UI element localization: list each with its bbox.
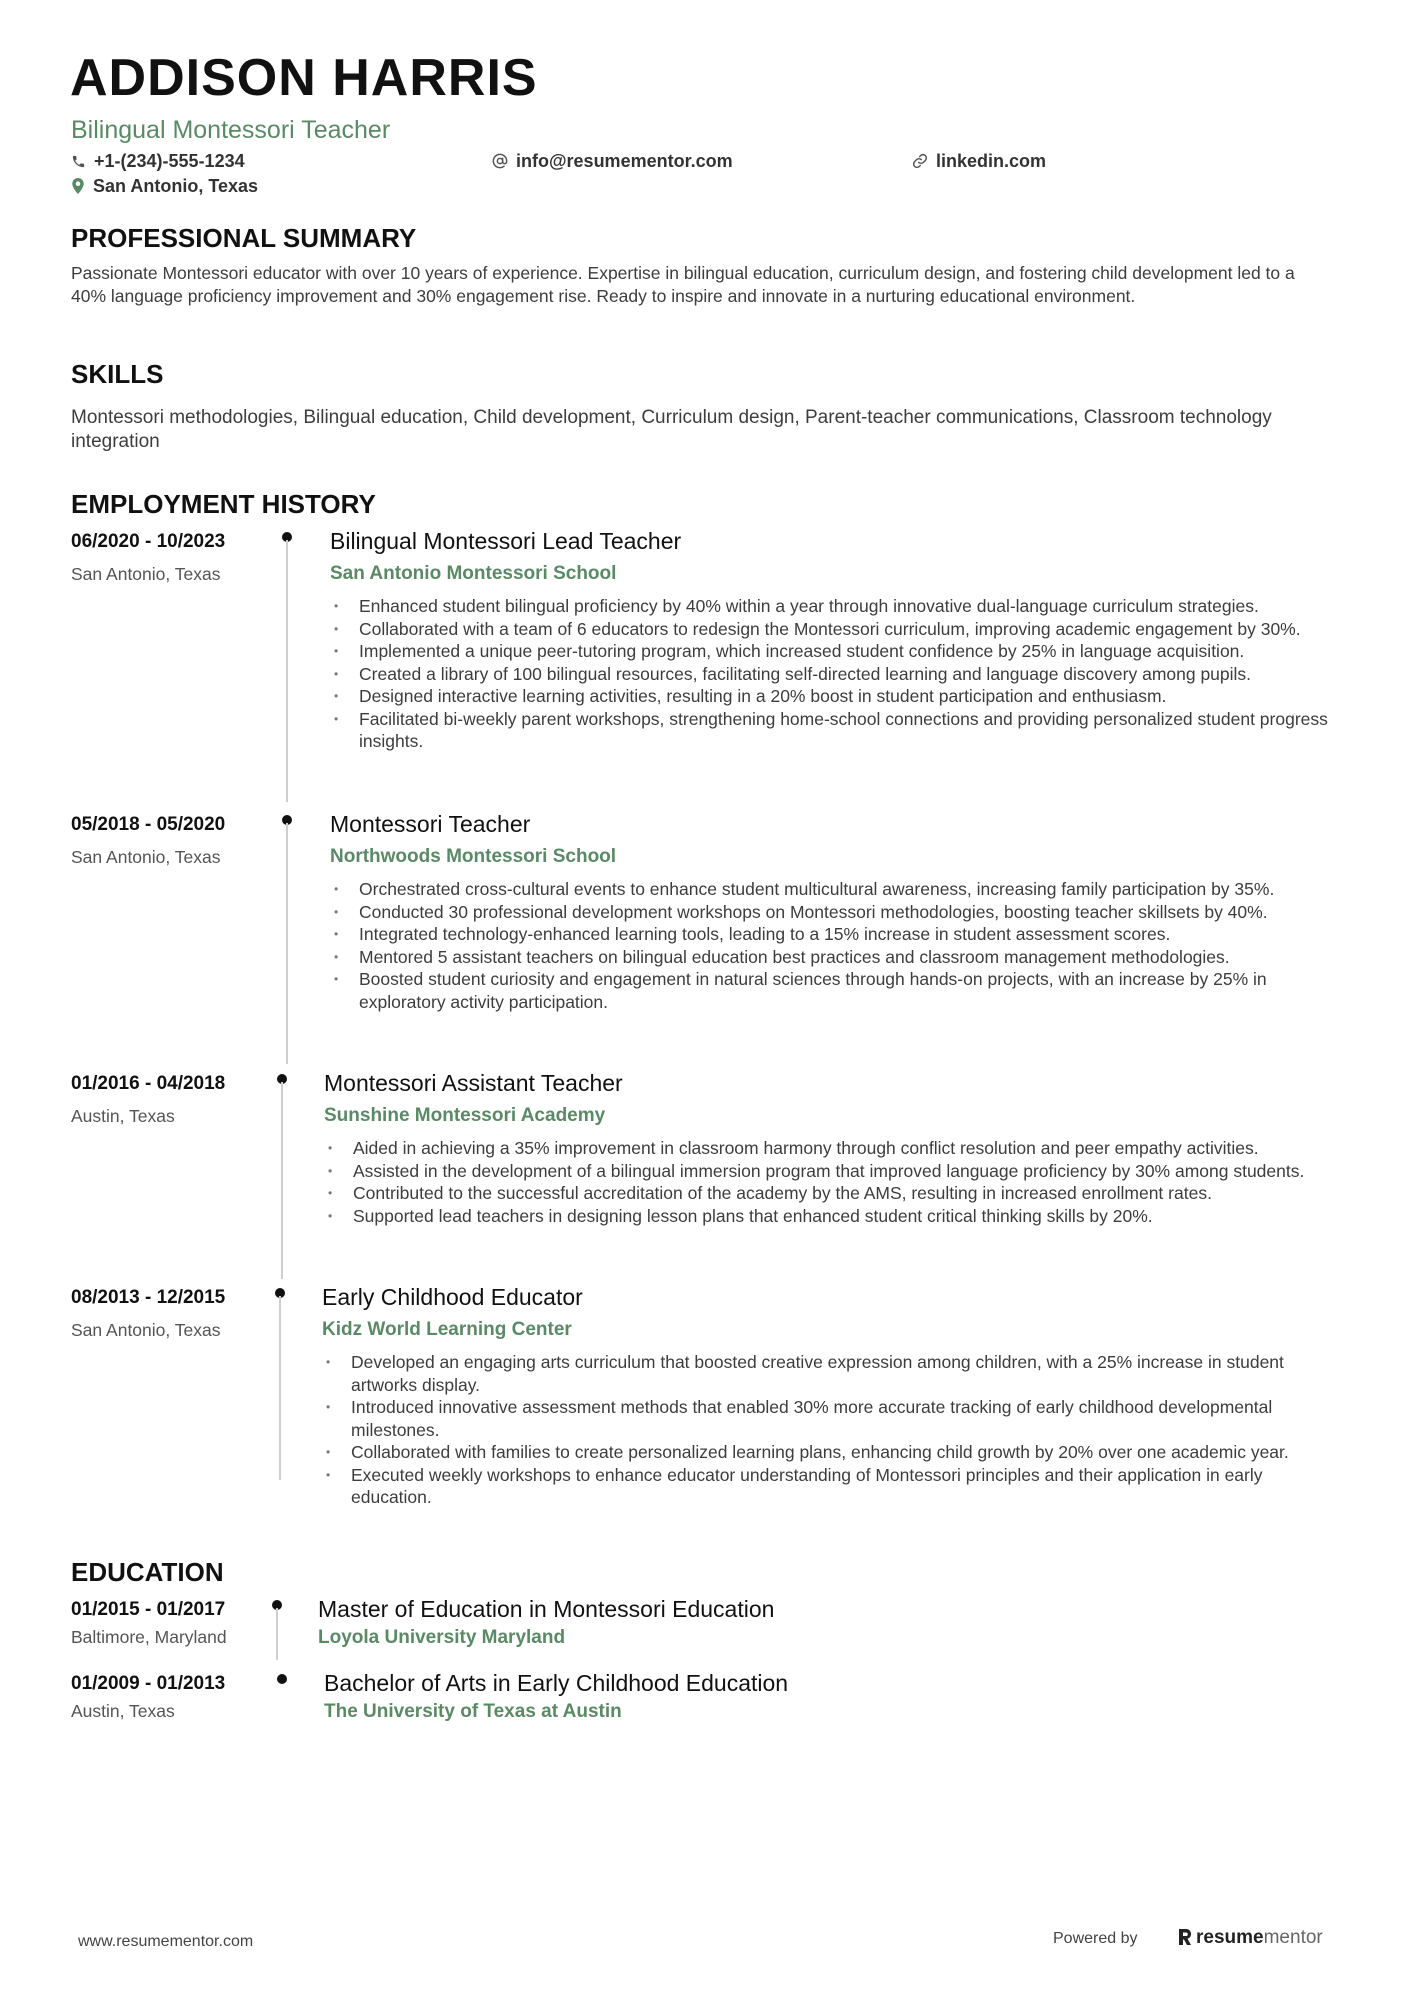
logo-text-regular: mentor: [1263, 1926, 1323, 1948]
summary-text: Passionate Montessori educator with over 10 years of experience. Expertise in bilingual education, curriculum design, and fostering child development led to a 40% language proficiency improvement and 30% engagement rise. Ready to inspire and innovate in a nurturing educational environment.: [71, 263, 1295, 306]
job-bullet: • Introduced innovative assessment methods that enabled 30% more accurate tracking of early childhood developmental milestones.: [322, 1396, 1340, 1441]
job-bullet: • Collaborated with families to create personalized learning plans, enhancing child growth by 20% over one academic year.: [322, 1441, 1340, 1464]
education-institution: The University of Texas at Austin: [324, 1701, 622, 1722]
job-bullets: [322, 1351, 1340, 1509]
summary-heading: PROFESSIONAL SUMMARY: [71, 223, 417, 253]
timeline-line: [279, 1296, 281, 1480]
job-bullet: • Aided in achieving a 35% improvement in classroom harmony through conflict resolution and peer empathy activities.: [324, 1137, 1340, 1160]
job-bullet: • Supported lead teachers in designing lesson plans that enhanced student critical thinking skills by 20%.: [324, 1205, 1340, 1228]
linkedin-text: linkedin.com: [936, 151, 1047, 171]
at-icon: [492, 153, 508, 169]
job-dates: 01/2016 - 04/2018: [71, 1073, 226, 1094]
education-body: [318, 1596, 1340, 1648]
contact-email[interactable]: [492, 152, 733, 170]
job-organization: Sunshine Montessori Academy: [324, 1105, 606, 1126]
job-bullet: • Implemented a unique peer-tutoring program, which increased student confidence by 25% in language acquisition.: [330, 640, 1340, 663]
job-location: San Antonio, Texas: [71, 1320, 221, 1340]
timeline-line: [281, 1082, 283, 1279]
education-dates: 01/2009 - 01/2013: [71, 1673, 226, 1694]
education-dates: 01/2015 - 01/2017: [71, 1599, 226, 1620]
skills-text: Montessori methodologies, Bilingual education, Child development, Curriculum design, Parent-teacher communications, Classroom technology integration: [71, 407, 1272, 452]
job-role: Early Childhood Educator: [322, 1284, 583, 1310]
job-bullet: • Orchestrated cross-cultural events to enhance student multicultural awareness, increasing family participation by 35%.: [330, 878, 1340, 901]
candidate-title: Bilingual Montessori Teacher: [71, 116, 391, 144]
job-bullet: • Designed interactive learning activities, resulting in a 20% boost in student participation and enthusiasm.: [330, 685, 1340, 708]
job-organization: San Antonio Montessori School: [330, 563, 617, 584]
timeline-line: [276, 1608, 278, 1660]
logo-text-bold: resume: [1196, 1926, 1264, 1948]
job-role: Montessori Assistant Teacher: [324, 1070, 623, 1096]
footer-powered-by: Powered by: [1053, 1930, 1138, 1947]
job-bullets: [324, 1137, 1340, 1227]
job-dates: 08/2013 - 12/2015: [71, 1287, 226, 1308]
job-bullet: • Collaborated with a team of 6 educators to redesign the Montessori curriculum, improving academic engagement by 30%.: [330, 618, 1340, 641]
timeline-line: [286, 540, 288, 802]
job-bullet: • Integrated technology-enhanced learning tools, leading to a 15% increase in student assessment scores.: [330, 923, 1340, 946]
location-text: San Antonio, Texas: [93, 176, 259, 196]
footer-logo: [1177, 1927, 1323, 1947]
employment-heading: EMPLOYMENT HISTORY: [71, 489, 376, 519]
contact-location: [71, 177, 258, 195]
job-bullet: • Enhanced student bilingual proficiency by 40% within a year through innovative dual-language curriculum strategies.: [330, 595, 1340, 618]
job-role: Bilingual Montessori Lead Teacher: [330, 528, 682, 554]
education-degree: Bachelor of Arts in Early Childhood Education: [324, 1670, 789, 1696]
job-bullet: • Developed an engaging arts curriculum that boosted creative expression among children, with a 25% increase in student artworks display.: [322, 1351, 1340, 1396]
job-bullet: • Contributed to the successful accreditation of the academy by the AMS, resulting in increased enrollment rates.: [324, 1182, 1340, 1205]
job-bullets: [330, 878, 1340, 1013]
job-organization: Northwoods Montessori School: [330, 846, 617, 867]
job-body: [330, 528, 1340, 753]
job-bullet: • Executed weekly workshops to enhance educator understanding of Montessori principles and their application in early education.: [322, 1464, 1340, 1509]
education-heading: EDUCATION: [71, 1557, 224, 1587]
education-institution: Loyola University Maryland: [318, 1627, 566, 1648]
job-body: [322, 1284, 1340, 1509]
job-bullet: • Conducted 30 professional development workshops on Montessori methodologies, boosting teacher skillsets by 40%.: [330, 901, 1340, 924]
contact-linkedin[interactable]: [912, 152, 1046, 170]
job-location: San Antonio, Texas: [71, 564, 221, 584]
education-degree: Master of Education in Montessori Education: [318, 1596, 775, 1622]
job-bullets: [330, 595, 1340, 753]
job-bullet: • Mentored 5 assistant teachers on bilingual education best practices and classroom management methodologies.: [330, 946, 1340, 969]
timeline-dot: [277, 1674, 287, 1684]
link-icon: [912, 153, 928, 169]
job-bullet: • Created a library of 100 bilingual resources, facilitating self-directed learning and language discovery among pupils.: [330, 663, 1340, 686]
job-location: Austin, Texas: [71, 1106, 175, 1126]
footer-website[interactable]: www.resumementor.com: [78, 1933, 254, 1950]
timeline-line: [286, 823, 288, 1064]
skills-heading: SKILLS: [71, 359, 164, 389]
education-location: Austin, Texas: [71, 1701, 175, 1721]
job-body: [330, 811, 1340, 1013]
job-bullet: • Boosted student curiosity and engagement in natural sciences through hands-on projects, with an increase by 25% in exploratory activity participation.: [330, 968, 1340, 1013]
job-location: San Antonio, Texas: [71, 847, 221, 867]
job-dates: 06/2020 - 10/2023: [71, 531, 226, 552]
phone-icon: [71, 154, 86, 169]
resumementor-logo-icon: [1177, 1927, 1193, 1947]
job-role: Montessori Teacher: [330, 811, 531, 837]
job-dates: 05/2018 - 05/2020: [71, 814, 226, 835]
education-location: Baltimore, Maryland: [71, 1627, 227, 1647]
job-bullet: • Assisted in the development of a bilingual immersion program that improved language proficiency by 30% among students.: [324, 1160, 1340, 1183]
location-pin-icon: [71, 178, 85, 194]
job-organization: Kidz World Learning Center: [322, 1319, 572, 1340]
candidate-name: ADDISON HARRIS: [70, 49, 538, 107]
job-body: [324, 1070, 1340, 1227]
job-bullet: • Facilitated bi-weekly parent workshops, strengthening home-school connections and providing personalized student progress insights.: [330, 708, 1340, 753]
phone-text: +1-(234)-555-1234: [94, 151, 245, 171]
education-body: [324, 1670, 1340, 1722]
contact-phone: [71, 152, 245, 170]
email-text: info@resumementor.com: [516, 151, 733, 171]
